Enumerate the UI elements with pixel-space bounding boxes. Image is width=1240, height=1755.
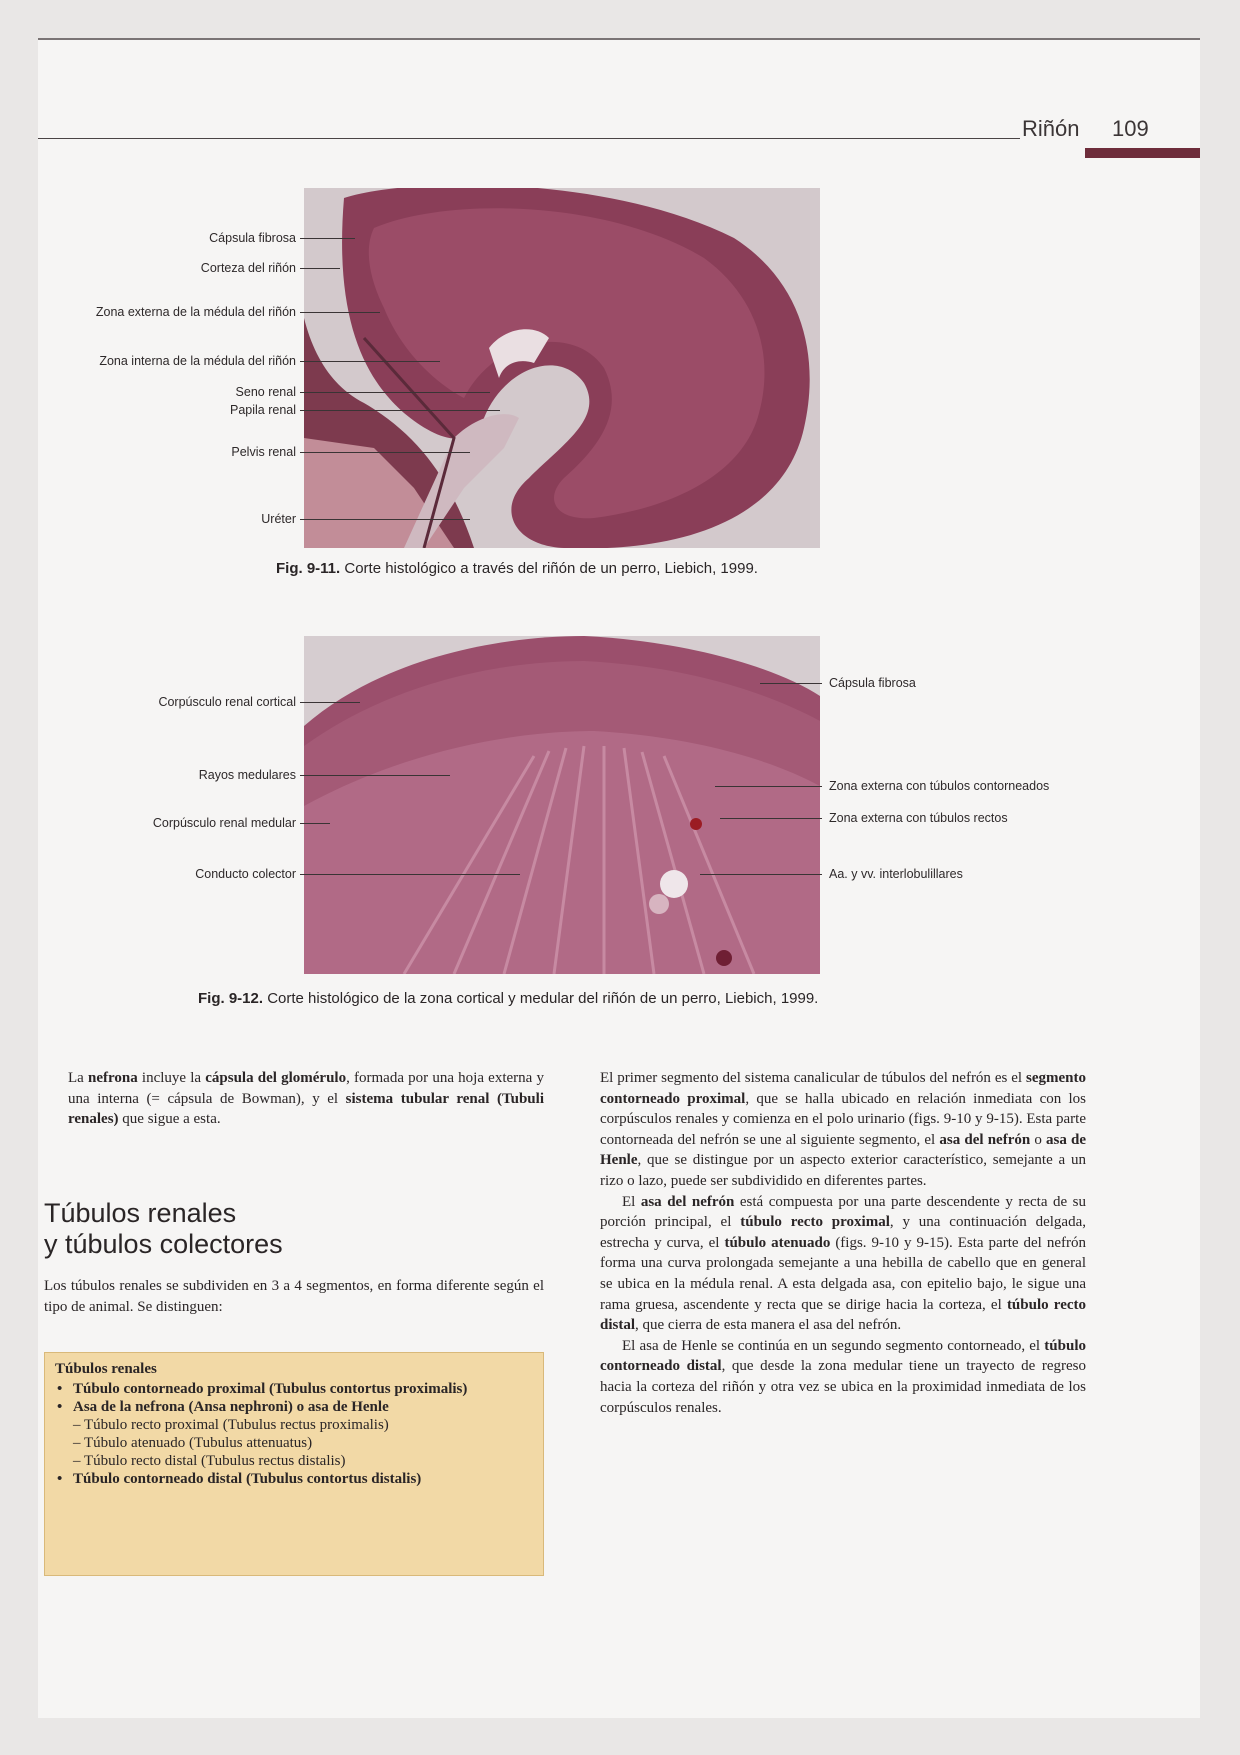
right-paragraph [600,1068,1086,1192]
intro-run: nefrona [88,1070,138,1086]
leader-line [700,874,822,875]
figure-9-12-label-right: Zona externa con túbulos rectos [829,811,1008,825]
figure-9-12-label-left: Rayos medulares [198,768,296,782]
box-subitem: – Túbulo recto proximal (Tubulus rectus proximalis) [73,1417,389,1433]
figure-9-11-label: Zona externa de la médula del riñón [95,305,296,319]
right-paragraph-run: El asa de Henle se continúa en un segundo segmento contorneado, el [622,1337,1045,1354]
leader-line [300,775,450,776]
right-paragraph [600,1192,1086,1336]
figure-9-12-label-right: Aa. y vv. interlobulillares [829,867,963,881]
right-paragraph-run: túbulo atenuado [724,1234,831,1251]
figure-9-11-caption [276,560,758,577]
intro-run: incluye la [137,1070,206,1086]
leader-line [300,702,360,703]
figure-9-12-label-left: Corpúsculo renal medular [152,816,296,830]
header-accent-bar [1085,148,1200,158]
right-paragraph-run: está compuesta por una parte descendente y recta de su porción principal, el [600,1193,1086,1231]
right-paragraph-run: túbulo recto distal [600,1296,1087,1334]
right-paragraph-run: asa del nefrón [939,1131,1031,1148]
section-heading [44,1198,283,1260]
box-item: • Túbulo contorneado proximal (Tubulus contortus proximalis) [55,1380,533,1398]
tubules-paragraph: Los túbulos renales se subdividen en 3 a 4 segmentos, en forma diferente según el tipo de animal. Se distinguen: [44,1278,544,1315]
figure-9-12-image [304,636,820,974]
figure-9-12-number: Fig. 9-12. [198,990,264,1007]
leader-line [300,410,500,411]
figure-9-12-label-right: Cápsula fibrosa [829,676,916,690]
box-list [55,1380,533,1488]
leader-line [300,238,355,239]
leader-line [715,786,822,787]
right-paragraph-run: túbulo contorneado distal [600,1337,1086,1375]
figure-9-12-label-left: Conducto colector [195,867,296,881]
leader-line [300,361,440,362]
section-heading-line-1: Túbulos renales [44,1198,237,1228]
header-rule [38,138,1020,139]
figure-9-12-caption [198,990,818,1007]
figure-9-11-label: Papila renal [229,403,296,417]
right-paragraph-run: , que se halla ubicado en relación inmediata con los corpúsculos renales y comienza en el polo urinario (figs. 9-10 y 9-15). Esta parte contorneada del nefrón se une al siguiente segmento, el [600,1090,1086,1148]
left-column-intro [68,1068,544,1130]
right-paragraph-run: asa de Henle [600,1131,1086,1169]
figure-9-11-caption-text: Corte histológico a través del riñón de un perro, Liebich, 1999. [340,560,758,577]
right-paragraph-run: túbulo recto proximal [740,1214,890,1231]
tubules-summary-box [44,1352,544,1576]
leader-line [300,268,340,269]
leader-line [720,818,822,819]
right-paragraph-run: El [622,1193,641,1210]
box-item: • Asa de la nefrona (Ansa nephroni) o asa de Henle [55,1398,533,1416]
intro-run: que sigue a esta. [118,1111,221,1128]
figure-9-12-caption-text: Corte histológico de la zona cortical y medular del riñón de un perro, Liebich, 1999. [263,990,819,1007]
figure-9-11-image [304,188,820,548]
leader-line [300,519,470,520]
right-paragraph-run: , que desde la zona medular tiene un trayecto de regreso hacia la corteza del riñón y otra vez se ubica en la proximidad inmediata de los corpúsculos renales. [600,1358,1086,1416]
intro-run: La [68,1070,88,1086]
right-paragraph-run: , que cierra de esta manera el asa del nefrón. [635,1317,902,1334]
intro-run: cápsula del glomérulo [205,1070,347,1086]
figure-9-11-label: Pelvis renal [231,445,296,459]
figure-9-11-label: Corteza del riñón [200,261,296,275]
running-title: Riñón [1022,116,1080,141]
leader-line [300,874,520,875]
right-paragraph-run: , que se distingue por un aspecto exterior característico, semejante a un rizo o lazo, puede ser subdividido en diferentes partes. [600,1152,1086,1189]
figure-9-12-label-left: Corpúsculo renal cortical [158,695,296,709]
right-paragraph-run: El primer segmento del sistema canalicular de túbulos del nefrón es el [600,1070,1026,1086]
top-rule [38,38,1200,40]
right-paragraph [600,1336,1086,1418]
box-subitem: – Túbulo recto distal (Tubulus rectus distalis) [73,1453,346,1469]
kidney-section-illustration [304,188,820,548]
section-heading-line-2: y túbulos colectores [44,1229,283,1259]
box-subitem: – Túbulo atenuado (Tubulus attenuatus) [73,1435,313,1451]
right-paragraph-run: , y una continuación delgada, estrecha y curva, el [600,1214,1086,1251]
figure-9-11-number: Fig. 9-11. [276,560,341,577]
figure-9-11-label: Seno renal [235,385,296,399]
right-paragraph-run: o [1030,1131,1046,1148]
right-paragraph-run: segmento contorneado proximal [600,1070,1086,1107]
right-paragraph-run: (figs. 9-10 y 9-15). Esta parte del nefrón forma una curva prolongada semejante a una hebilla de cabello que en general se ubica en la médula renal. A esta delgada asa, con epitelio bajo, le sigue una rama gruesa, ascendente y recta que se dirige hacia la corteza, el [600,1234,1086,1313]
box-title: Túbulos renales [55,1361,157,1377]
leader-line [300,312,380,313]
leader-line [300,823,330,824]
box-item: • Túbulo contorneado distal (Tubulus contortus distalis) [55,1470,533,1488]
right-paragraph-run: asa del nefrón [640,1193,735,1210]
page-number: 109 [1112,116,1149,141]
figure-9-11-label: Zona interna de la médula del riñón [99,354,296,368]
leader-line [300,452,470,453]
intro-paragraph [68,1068,544,1130]
figure-9-11-label: Cápsula fibrosa [209,231,296,245]
intro-run: sistema tubular renal (Tubuli renales) [68,1090,544,1128]
leader-line [300,392,490,393]
right-column [600,1068,1086,1418]
cortex-medulla-illustration [304,636,820,974]
figure-9-12-label-right: Zona externa con túbulos contorneados [829,779,1050,793]
figure-9-11-label: Uréter [261,512,296,526]
leader-line [760,683,822,684]
intro-run: , formada por una hoja externa y una interna (= cápsula de Bowman), y el [68,1070,544,1107]
